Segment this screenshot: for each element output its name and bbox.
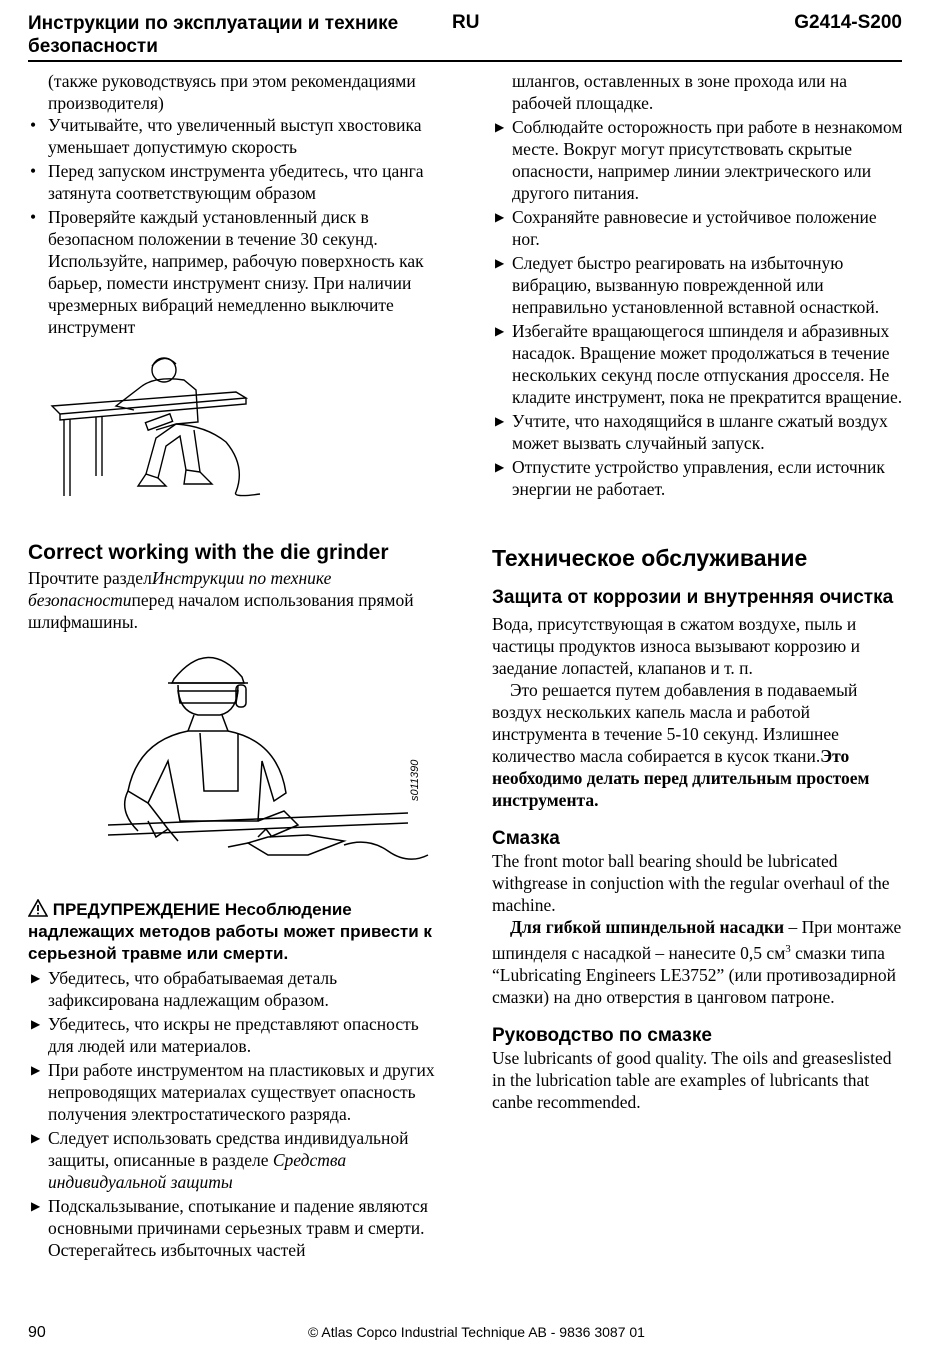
list-item: ▶ Убедитесь, что обрабатываемая деталь зафиксирована надлежащим образом. (31, 968, 338, 1010)
lubrication-guide-paragraph: Use lubricants of good quality. The oils and greaseslisted in the lubrication table are examples of lubricants that canbe recommended. (492, 1047, 892, 1112)
bullet-list (28, 114, 440, 338)
header-rule (28, 60, 902, 62)
warning-list (28, 967, 440, 1261)
list-item: ▶ Следует использовать средства индивидуальной защиты, описанные в разделе Средства индивидуальной защиты (31, 1128, 409, 1192)
language-code: RU (452, 12, 480, 33)
list-item: ▶ Следует быстро реагировать на избыточную вибрацию, вызванную поврежденной или неправильно установленной вставной оснасткой. (495, 253, 880, 317)
list-item: • Проверяйте каждый установленный диск в безопасном положении в течение 30 секунд. Используйте, например, рабочую поверхность как барьер, помести инструмент снизу. При наличии чрезмерных вибраций немедленно выключите инструмент (30, 207, 424, 337)
maintenance-title: Техническое обслуживание (492, 545, 808, 571)
warning-block (28, 899, 440, 965)
page-number: 90 (28, 1324, 46, 1341)
lubrication-paragraph-1: The front motor ball bearing should be lubricated withgrease in conjuction with the regular overhaul of the machine. (492, 851, 890, 915)
corrosion-paragraph-1: Вода, присутствующая в сжатом воздухе, пыль и частицы продуктов износа вызывают коррозию и заедание лопастей, клапанов и т. п. (492, 614, 860, 678)
list-item: • Учитывайте, что увеличенный выступ хвостовика уменьшает допустимую скорость (30, 115, 422, 157)
corrosion-paragraph-2: Это решается путем добавления в подаваемый воздух нескольких капель масла и работой инструмента в течение 5-10 секунд. Излишнее количество масла собирается в кусок ткани.Это необходимо делать перед длительным простоем инструмента. (492, 680, 870, 810)
list-item: ▶ Избегайте вращающегося шпинделя и абразивных насадок. Вращение может продолжаться в течение нескольких секунд после отпускания дросселя. Не кладите инструмент, пока не прекратится вращение. (495, 321, 903, 407)
right-column (492, 70, 904, 1113)
list-item: ▶ Подскальзывание, спотыкание и падение являются основными причинами серьезных травм и смерти. Остерегайтесь избыточных частей (31, 1196, 428, 1260)
worker-at-table-illustration (46, 346, 286, 506)
left-column (28, 70, 440, 1263)
list-item: ▶ Соблюдайте осторожность при работе в незнакомом месте. Вокруг могут присутствовать скрытые опасности, например линии электрического или другого питания. (495, 117, 903, 203)
model-number: G2414-S200 (794, 12, 902, 33)
figure-id: s011390 (409, 759, 421, 801)
lubrication-paragraph-2: Для гибкой шпиндельной насадки – При монтаже шпинделя с насадкой – нанесите 0,5 $см^3$ смазки типа “Lubricating Engineers LE3752” (или противозадирной смазки) на дно отверстия в цанговом патроне. (492, 917, 902, 1007)
lubrication-title: Смазка (492, 828, 560, 849)
section-intro: Прочтите разделИнструкции по технике безопасностиперед началом использования прямой шлифмашины. (28, 568, 414, 632)
list-item: • Перед запуском инструмента убедитесь, что цанга затянута соответствующим образом (30, 161, 424, 203)
list-item: ▶ Отпустите устройство управления, если источник энергии не работает. (495, 457, 885, 499)
list-item: ▶ Учтите, что находящийся в шланге сжатый воздух может вызвать случайный запуск. (495, 411, 888, 453)
die-grinder-illustration (108, 641, 448, 881)
document-title: Инструкции по эксплуатации и технике безопасности (28, 13, 399, 57)
warning-text: Несоблюдение надлежащих методов работы может привести к серьезной травме или смерти. (28, 900, 432, 963)
safety-list (492, 116, 904, 500)
figure-container (28, 633, 440, 883)
corrosion-title: Защита от коррозии и внутренняя очистка (492, 587, 894, 608)
section-title: Correct working with the die grinder (28, 541, 389, 564)
list-item: ▶ Сохраняйте равновесие и устойчивое положение ног. (495, 207, 877, 249)
list-item: ▶ Убедитесь, что искры не представляют опасность для людей или материалов. (31, 1014, 419, 1056)
copyright: © Atlas Copco Industrial Technique AB - 9836 3087 01 (308, 1324, 645, 1340)
list-item: ▶ При работе инструментом на пластиковых и других непроводящих материалах существует опасность получения электростатического разряда. (31, 1060, 435, 1124)
warning-triangle-icon (28, 900, 53, 919)
list-continuation: шлангов, оставленных в зоне прохода или на рабочей площадке. (512, 71, 848, 113)
lubrication-guide-title: Руководство по смазке (492, 1024, 712, 1046)
warning-label: ПРЕДУПРЕЖДЕНИЕ (52, 900, 221, 919)
intro-continuation: (также руководствуясь при этом рекомендациями производителя) (48, 71, 416, 113)
